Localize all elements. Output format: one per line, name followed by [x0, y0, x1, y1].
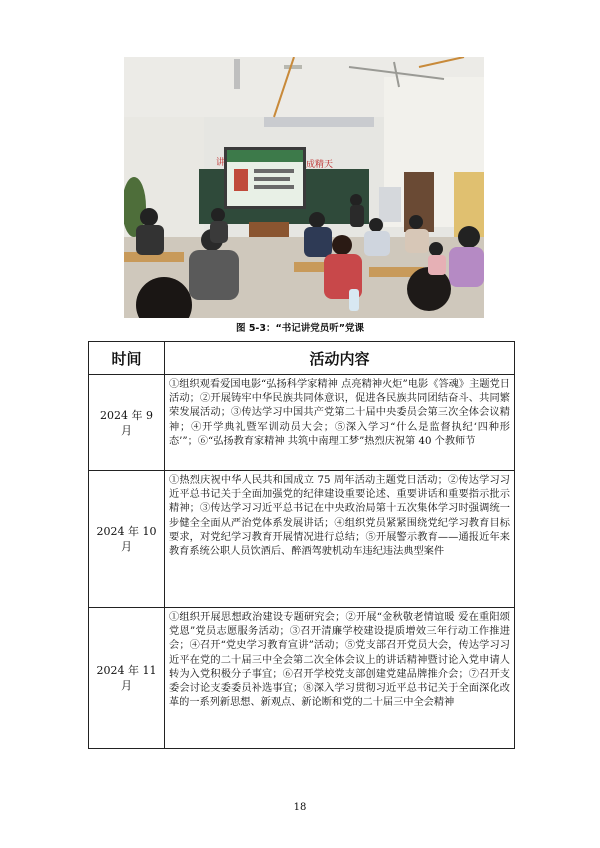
row-month: 2024 年 9 月 — [89, 375, 165, 471]
header-time: 时间 — [89, 342, 165, 375]
row-month: 2024 年 10 月 — [89, 471, 165, 608]
activity-table — [88, 341, 515, 749]
row-content: ①组织观看爱国电影“弘扬科学家精神 点亮精神火炬”电影《答魂》主题党日活动；②开展铸牢中华民族共同体意识，促进各民族共同团结奋斗、共同繁荣发展活动；③传达学习中国共产党第二十届中央委员会第三次全体会议精神；④开学典礼暨军训动员大会；⑤深入学习“什么是监督执纪‘四种形态’”；⑥“弘扬教育家精神 共筑中南理工梦”热烈庆祝第 40 个教师节 — [165, 375, 515, 471]
row-month: 2024 年 11 月 — [89, 608, 165, 749]
table-row — [89, 375, 515, 471]
page-number: 18 — [293, 802, 307, 813]
table-row — [89, 608, 515, 749]
table-header-row — [89, 342, 515, 375]
wall-slogan-right: 成精天 — [306, 160, 334, 170]
row-content: ①组织开展思想政治建设专题研究会；②开展“金秋敬老情谊暖 爱在重阳颂党恩”党员志愿服务活动；③召开清廉学校建设提质增效三年行动工作推进会；④召开“党史学习教育宣讲”活动；⑤党支部召开党员大会，传达学习习近平在党的二十届三中全会第二次全体会议上的讲话精神暨讨论入党申请人转为入党积极分子事宜；⑥召开学校党支部创建党建品牌推介会；⑦召开支委会讨论支委委员补选事宜；⑧深入学习贯彻习近平总书记关于全面深化改革的一系列新思想、新观点、新论断和党的二十届三中全会精神 — [165, 608, 515, 749]
figure-caption: 图 5-3：“书记讲党员听”党课 — [236, 323, 364, 334]
header-activity-content: 活动内容 — [165, 342, 515, 375]
classroom-photo — [124, 57, 484, 318]
row-content: ①热烈庆祝中华人民共和国成立 75 周年活动主题党日活动；②传达学习习近平总书记关于全面加强党的纪律建设重要论述、重要讲话和重要指示批示精神；③传达学习习近平总书记在中央政治局第十五次集体学习时强调统一步健全全面从严治党体系发展讲话；④组织党员紧紧围绕党纪学习教育目标要求，对党纪学习教育开展情况进行总结；⑤开展警示教育——通报近年来教育系统公职人员饮酒后、醉酒驾驶机动车违纪违法典型案件 — [165, 471, 515, 608]
table-row — [89, 471, 515, 608]
wall-slogan-left: 讲 — [216, 158, 226, 168]
